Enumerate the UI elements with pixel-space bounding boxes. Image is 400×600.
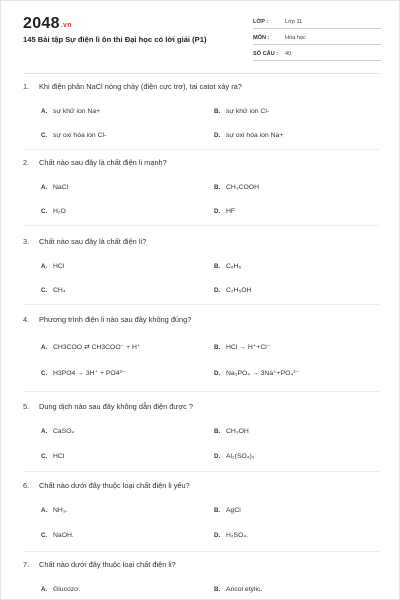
question-number: 6. [23,481,30,490]
option-text: CaSO₄ [53,428,75,435]
meta-row-class [253,16,381,29]
question-number: 7. [23,560,30,569]
option-letter: C. [41,370,48,377]
question-number: 5. [23,402,30,411]
option-text: HCl [53,453,65,460]
option-letter: C. [41,532,48,539]
option-text: HCl → H⁺+Cl⁻ [226,344,271,351]
question-number: 1. [23,82,30,91]
option-letter: A. [41,428,48,435]
meta-value: Lớp 11 [285,19,303,25]
meta-key: LỚP : [253,19,269,25]
option-letter: D. [214,208,221,215]
site-logo[interactable] [23,15,72,33]
option-text: NaOH. [53,532,74,539]
option-letter: B. [214,428,221,435]
meta-value: 40 [285,51,292,57]
option-c[interactable] [41,208,66,215]
question-divider [23,304,379,305]
option-a[interactable] [41,586,81,593]
option-text: NH₃. [53,507,68,514]
option-d[interactable] [214,453,255,460]
option-letter: C. [41,132,48,139]
option-text: sự oxi hóa ion Na+ [226,132,284,139]
option-letter: B. [214,507,221,514]
option-letter: D. [214,532,221,539]
option-b[interactable] [214,263,241,270]
option-text: AgCl [226,507,241,514]
meta-key: SỐ CÂU : [253,51,279,57]
meta-row-subject [253,32,381,45]
option-letter: C. [41,208,48,215]
option-a[interactable] [41,507,67,514]
question-divider [23,391,379,392]
option-letter: C. [41,453,48,460]
question-divider [23,225,379,226]
option-a[interactable] [41,343,140,351]
option-a[interactable] [41,108,100,115]
option-d[interactable] [214,132,283,139]
document-title: 145 Bài tập Sự điện li ôn thi Đại học có lời giải (P1) [23,35,207,44]
option-letter: A. [41,184,48,191]
option-b[interactable] [214,343,270,351]
question-text: Chất nào sau đây là chất điện li mạnh? [39,158,167,167]
option-letter: B. [214,263,221,270]
option-letter: C. [41,287,48,294]
option-text: H₂SO₄. [226,532,249,539]
option-letter: D. [214,287,221,294]
option-text: C₆H₆ [226,263,242,270]
option-b[interactable] [214,507,241,514]
option-b[interactable] [214,184,259,191]
question-divider [23,551,379,552]
option-text: Glucozơ. [53,586,81,593]
option-letter: A. [41,263,48,270]
option-d[interactable] [214,369,299,377]
option-letter: A. [41,586,48,593]
option-text: HF [226,208,236,215]
option-letter: A. [41,108,48,115]
meta-value: Hóa học [285,35,306,41]
question-number: 3. [23,237,30,246]
option-letter: D. [214,370,221,377]
option-text: sự khử ion Na+ [53,108,101,115]
header-divider [23,73,379,74]
option-text: Na₃PO₄ → 3Na⁺+PO₄³⁻ [226,370,300,377]
question-text: Chất nào dưới đây thuộc loại chất điện li? [39,560,176,569]
option-letter: D. [214,453,221,460]
logo-main: 2048 [23,15,60,32]
option-letter: B. [214,586,221,593]
option-text: sự khử ion Cl- [226,108,270,115]
option-text: CH₃COOH [226,184,259,191]
option-text: H₂O [53,208,66,215]
question-number: 4. [23,315,30,324]
option-b[interactable] [214,586,262,593]
option-text: sự oxi hóa ion Cl- [53,132,107,139]
question-divider [23,471,379,472]
option-letter: D. [214,132,221,139]
option-letter: B. [214,344,221,351]
question-text: Chất nào sau đây là chất điện li? [39,237,147,246]
option-text: C₂H₅OH [226,287,252,294]
option-c[interactable] [41,453,64,460]
logo-tld: .vn [60,22,72,29]
option-letter: A. [41,507,48,514]
option-text: CH₄ [53,287,66,294]
option-text: Ancol etylic. [226,586,263,593]
option-d[interactable] [214,208,235,215]
question-text: Phương trình điện li nào sau đây không đúng? [39,315,192,324]
question-number: 2. [23,158,30,167]
meta-row-count [253,48,381,61]
option-c[interactable] [41,532,74,539]
option-a[interactable] [41,263,64,270]
option-text: CH₃OH [226,428,249,435]
option-text: NaCl [53,184,69,191]
option-letter: B. [214,108,221,115]
option-letter: A. [41,344,48,351]
option-a[interactable] [41,184,68,191]
option-text: H3PO4 → 3H⁺ + PO4³⁻ [53,370,126,377]
option-c[interactable] [41,369,125,377]
question-text: Chất nào dưới đây thuộc loại chất điện li yếu? [39,481,190,490]
option-c[interactable] [41,132,106,139]
option-b[interactable] [214,428,249,435]
option-d[interactable] [214,532,248,539]
option-c[interactable] [41,287,66,294]
option-text: CH3COO ⇄ CH3COO⁻ + H⁺ [53,344,141,351]
option-d[interactable] [214,287,251,294]
question-text: Khi điện phân NaCl nóng chảy (điện cực trơ), tại catot xảy ra? [39,82,242,91]
meta-key: MÔN : [253,35,270,41]
option-letter: B. [214,184,221,191]
question-text: Dung dịch nào sau đây không dẫn điện được ? [39,402,194,411]
document-header [1,1,400,67]
option-text: HCl [53,263,65,270]
option-b[interactable] [214,108,269,115]
option-text: Al₂(SO₄)₃ [226,453,255,460]
option-a[interactable] [41,428,74,435]
question-divider [23,149,379,150]
